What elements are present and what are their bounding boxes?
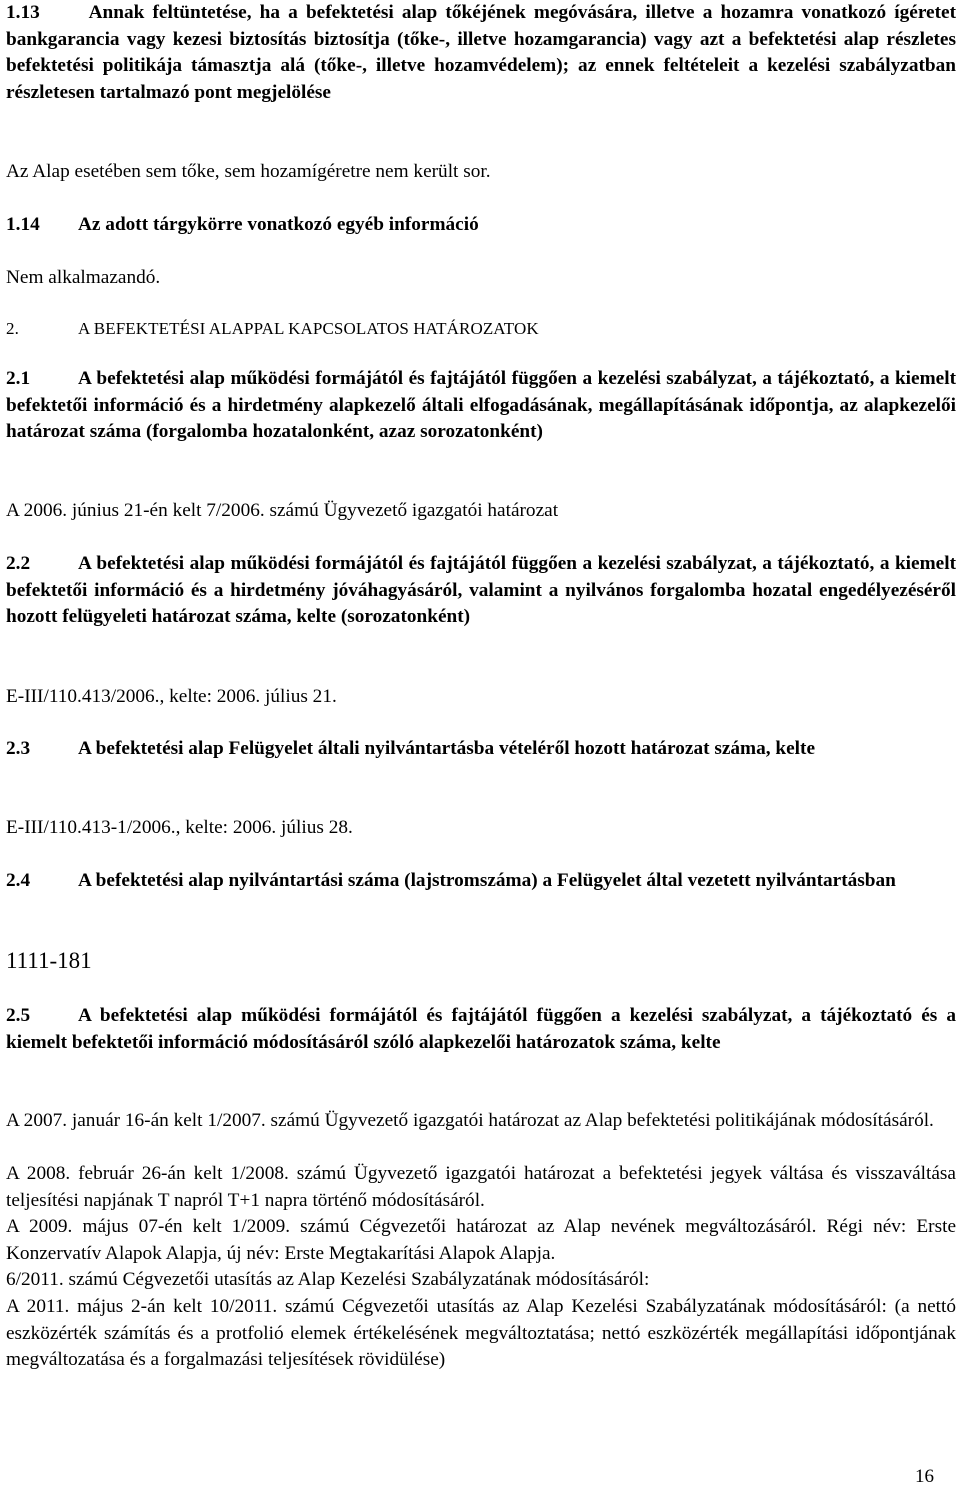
section-1-14-heading (6, 212, 956, 239)
section-2-3-number: 2.3 (6, 738, 31, 759)
section-2-5-paragraph: 6/2011. számú Cégvezetői utasítás az Alap Kezelési Szabályzatának módosításáról: (6, 1269, 650, 1290)
section-2-4-number: 2.4 (6, 870, 31, 891)
section-2-1-heading (6, 366, 956, 446)
section-2-5-paragraph: A 2011. május 2-án kelt 10/2011. számú Cégvezetői utasítás az Alap Kezelési Szabályzatának módosításáról: (a nettó eszközérték számítás és a protfolió elemek értékelésének megváltoztatása; nettó eszközérték megállapítási időpontjának megváltozatása és a forgalmazási teljesítések rövidülése) (6, 1296, 956, 1370)
section-1-14-number: 1.14 (6, 214, 40, 235)
section-2-1-number: 2.1 (6, 368, 31, 389)
section-2-5-number: 2.5 (6, 1005, 31, 1026)
section-2-2-heading (6, 551, 956, 631)
section-2-5-heading-text: A befektetési alap működési formájától és fajtájától függően a kezelési szabályzat, a tájékoztató és a kiemelt befektetői információ módosításáról szóló alapkezelői határozatok száma, kelte (6, 1005, 956, 1053)
section-1-14-heading-text: Az adott tárgykörre vonatkozó egyéb információ (78, 214, 479, 235)
section-2-3-heading (6, 736, 956, 763)
section-2-1-heading-text: A befektetési alap működési formájától és fajtájától függően a kezelési szabályzat, a tájékoztató, a kiemelt befektetői információ és a hirdetmény alapkezelő általi elfogadásának, megállapításának időpontja, az alapkezelői határozat száma (forgalomba hozatalonként, azaz sorozatonként) (6, 368, 956, 442)
section-2-4-heading (6, 868, 956, 895)
section-1-13-heading (6, 0, 956, 106)
section-1-13-number: 1.13 (6, 2, 40, 23)
section-2-5-paragraph: A 2008. február 26-án kelt 1/2008. számú Ügyvezető igazgatói határozat a befektetési jegyek váltása és visszaváltása teljesítési napjának T napról T+1 napra történő módosításáról. (6, 1163, 956, 1211)
section-2-number: 2. (6, 319, 19, 338)
section-2-4-body: 1111-181 (6, 948, 92, 973)
section-2-1-body: A 2006. június 21-én kelt 7/2006. számú Ügyvezető igazgatói határozat (6, 500, 559, 521)
section-2-4-heading-text: A befektetési alap nyilvántartási száma (lajstromszáma) a Felügyelet által vezetett nyilvántartásban (78, 870, 896, 891)
section-2-2-body: E-III/110.413/2006., kelte: 2006. július 21. (6, 686, 337, 707)
section-2-5-heading (6, 1003, 956, 1056)
section-2-5-paragraph: A 2007. január 16-án kelt 1/2007. számú Ügyvezető igazgatói határozat az Alap befektetési politikájának módosításáról. (6, 1110, 934, 1131)
section-2-5-paragraph: A 2009. május 07-én kelt 1/2009. számú Cégvezetői határozat az Alap nevének megváltozásáról. Régi név: Erste Konzervatív Alapok Alapja, új név: Erste Megtakarítási Alapok Alapja. (6, 1216, 956, 1264)
section-2-3-body: E-III/110.413-1/2006., kelte: 2006. július 28. (6, 817, 353, 838)
section-2-heading-text: A BEFEKTETÉSI ALAPPAL KAPCSOLATOS HATÁROZATOK (78, 319, 539, 338)
page-number: 16 (915, 1466, 934, 1487)
section-1-14-body: Nem alkalmazandó. (6, 267, 161, 288)
section-1-13-heading-text: Annak feltüntetése, ha a befektetési alap tőkéjének megóvására, illetve a hozamra vonatkozó ígéretet bankgarancia vagy kezesi biztosítás biztosítja (tőke-, illetve hozamgarancia) vagy azt a befektetési alap részletes befektetési politikája támasztja alá (tőke-, illetve hozamvédelem); az ennek feltételeit a kezelési szabályzatban részletesen tartalmazó pont megjelölése (6, 2, 956, 103)
section-2-2-heading-text: A befektetési alap működési formájától és fajtájától függően a kezelési szabályzat, a tájékoztató, a kiemelt befektetői információ és a hirdetmény jóváhagyásáról, valamint a nyilvános forgalomba hozatal engedélyezéséről hozott felügyeleti határozat száma, kelte (sorozatonként) (6, 553, 956, 627)
section-2-2-number: 2.2 (6, 553, 31, 574)
section-1-13-body: Az Alap esetében sem tőke, sem hozamígéretre nem került sor. (6, 161, 491, 182)
section-2-heading (6, 316, 956, 343)
section-2-3-heading-text: A befektetési alap Felügyelet általi nyilvántartásba vételéről hozott határozat száma, kelte (78, 738, 816, 759)
